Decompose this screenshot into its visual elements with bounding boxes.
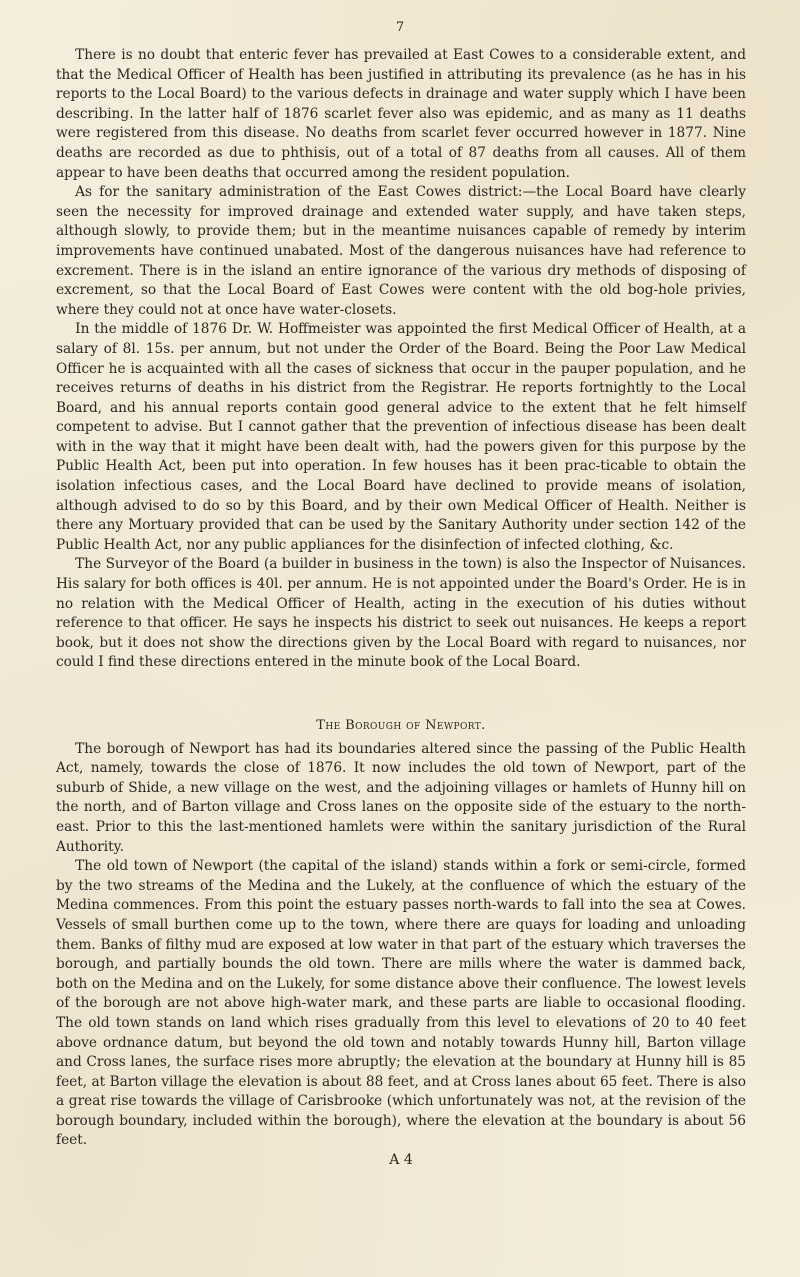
- paragraph-surveyor: The Surveyor of the Board (a builder in business in the town) is also the Inspector of Nuisances. His salary for both offices is 40l. per annum. He is not appointed under the Board's Order. He is in no relation with the Medical Officer of Health, acting in the execution of his duties without reference to that officer. He says he inspects his district to seek out nuisances. He keeps a report book, but it does not show the directions given by the Local Board with regard to nuisances, nor could I find these directions entered in the minute book of the Local Board.: [56, 556, 746, 671]
- paragraph-sanitary-administration: As for the sanitary administration of the East Cowes district:—the Local Board have clearly seen the necessity for improved drainage and extended water supply, and have taken steps, although slowly, to provide them; but in the meantime nuisances capable of remedy by interim improvements have continued unabated. Most of the dangerous nuisances have had reference to excrement. There is in the island an entire ignorance of the various dry methods of disposing of excrement, so that the Local Board of East Cowes were content with the old bog-hole privies, where they could not at once have water-closets.: [56, 184, 746, 318]
- section-heading: The Borough of Newport.: [316, 718, 486, 733]
- body-text: [56, 46, 746, 1171]
- paragraph-borough-boundaries: The borough of Newport has had its boundaries altered since the passing of the Public Health Act, namely, towards the close of 1876. It now includes the old town of Newport, part of the suburb of Shide, a new village on the west, and the adjoining villages or hamlets of Hunny hill on the north, and of Barton village and Cross lanes on the opposite side of the estuary to the north-east. Prior to this the last-mentioned hamlets were within the sanitary jurisdiction of the Rural Authority.: [56, 740, 746, 855]
- page-number: 7: [395, 20, 405, 35]
- paragraph-enteric-fever: There is no doubt that enteric fever has prevailed at East Cowes to a considerable extent, and that the Medical Officer of Health has been justified in attributing its prevalence (as he has in his reports to the Local Board) to the various defects in drainage and water supply which I have been describing. In the latter half of 1876 scarlet fever also was epidemic, and as many as 11 deaths were registered from this disease. No deaths from scarlet fever occurred however in 1877. Nine deaths are recorded as due to phthisis, out of a total of 87 deaths from all causes. All of them appear to have been deaths that occurred among the resident population.: [56, 47, 746, 181]
- paragraph-medical-officer: In the middle of 1876 Dr. W. Hoffmeister was appointed the first Medical Officer of Health, at a salary of 8l. 15s. per annum, but not under the Order of the Board. Being the Poor Law Medical Officer he is acquainted with all the cases of sickness that occur in the pauper population, and he receives returns of deaths in his district from the Registrar. He reports fortnightly to the Local Board, and his annual reports contain good general advice to the extent that he felt himself competent to advise. But I cannot gather that the prevention of infectious disease has been dealt with in the way that it might have been dealt with, had the powers given for this purpose by the Public Health Act, been put into operation. In few houses has it been prac-ticable to obtain the isolation infectious cases, and the Local Board have declined to provide means of isolation, although advised to do so by this Board, and by their own Medical Officer of Health. Neither is there any Mortuary provided that can be used by the Sanitary Authority under section 142 of the Public Health Act, nor any public appliances for the disinfection of infected clothing, &c.: [56, 321, 746, 553]
- paragraph-old-town: The old town of Newport (the capital of the island) stands within a fork or semi-circle, formed by the two streams of the Medina and the Lukely, at the confluence of which the estuary of the Medina commences. From this point the estuary passes north-wards to fall into the sea at Cowes. Vessels of small burthen come up to the town, where there are quays for loading and unloading them. Banks of filthy mud are exposed at low water in that part of the estuary which traverses the borough, and partially bounds the old town. There are mills where the water is dammed back, both on the Medina and on the Lukely, for some distance above their confluence. The lowest levels of the borough are not above high-water mark, and these parts are liable to occasional flooding. The old town stands on land which rises gradually from this level to elevations of 20 to 40 feet above ordnance datum, but beyond the old town and notably towards Hunny hill, Barton village and Cross lanes, the surface rises more abruptly; the elevation at the boundary at Hunny hill is 85 feet, at Barton village the elevation is about 88 feet, and at Cross lanes about 65 feet. There is also a great rise towards the village of Carisbrooke (which unfortunately was not, at the revision of the borough boundary, included within the borough), where the elevation at the boundary is about 56 feet.: [56, 858, 746, 1149]
- signature-mark: A 4: [389, 1152, 413, 1169]
